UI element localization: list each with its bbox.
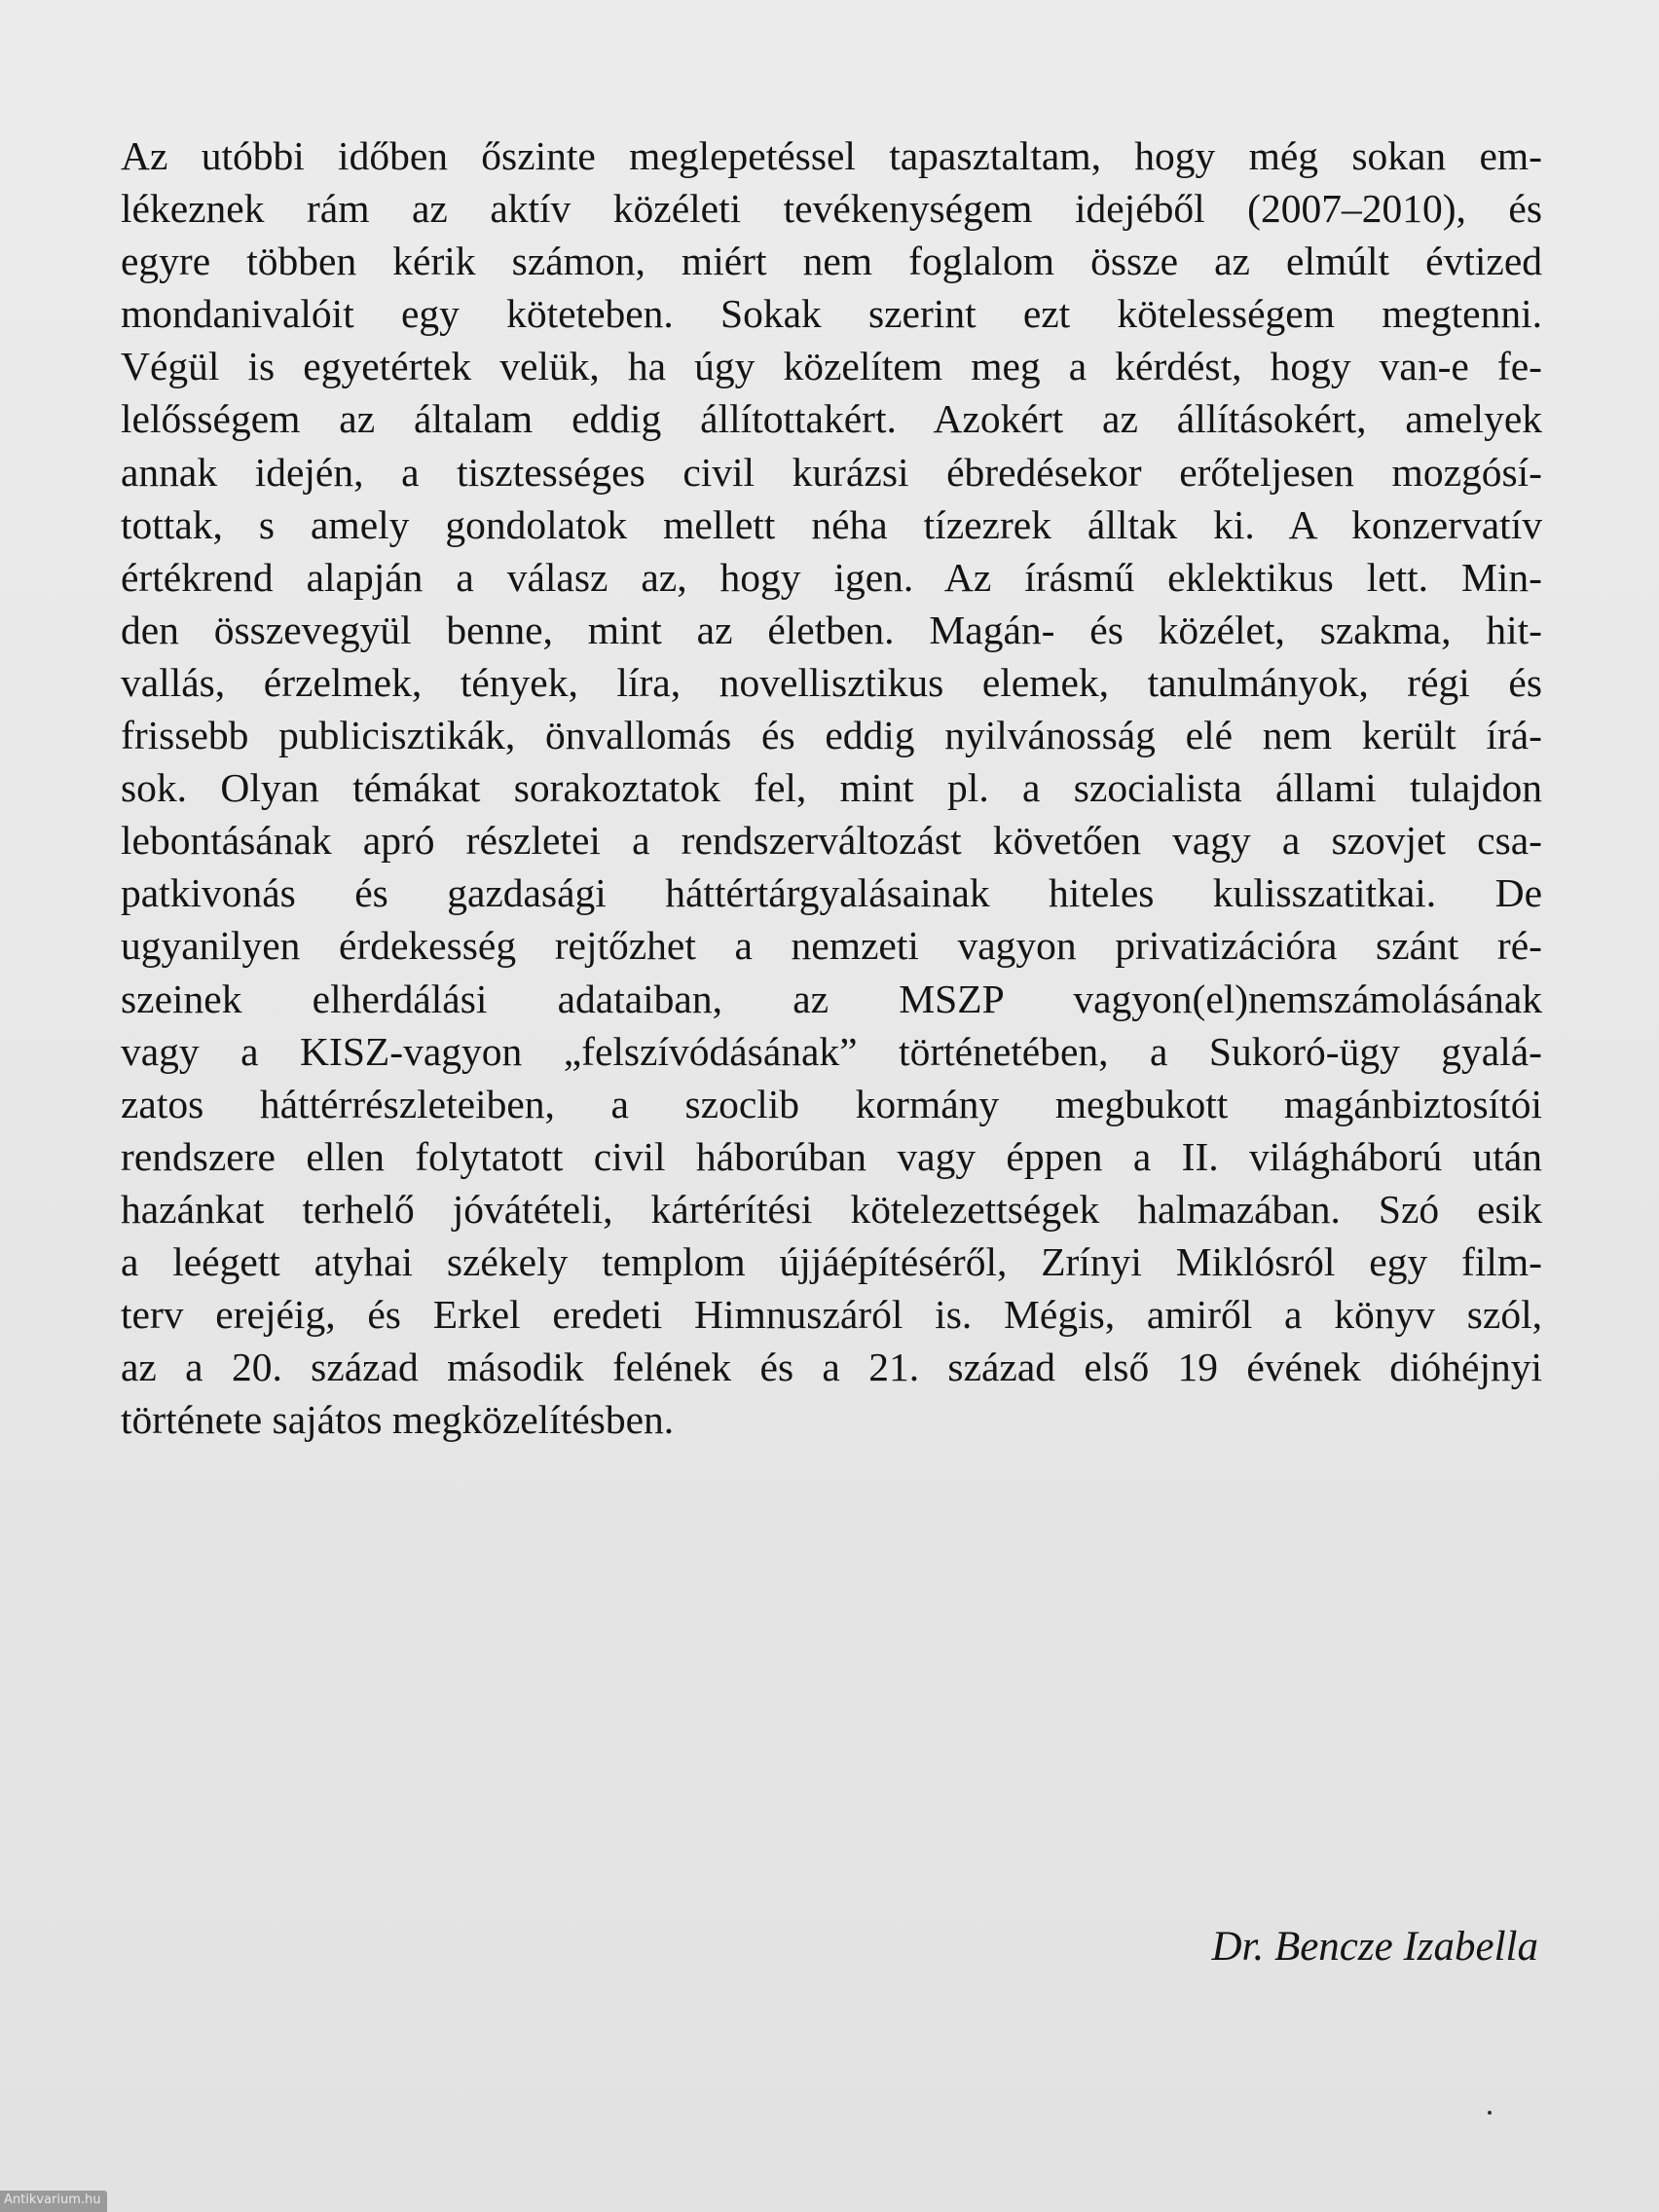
body-paragraph bbox=[121, 129, 1542, 1446]
text-line: tottak, s amely gondolatok mellett néha tízezrek álltak ki. A konzervatív bbox=[121, 501, 1542, 547]
ink-speck bbox=[1488, 2111, 1492, 2115]
text-line: rendszere ellen folytatott civil háborúban vagy éppen a II. világháború után bbox=[121, 1133, 1542, 1179]
text-line: patkivonás és gazdasági háttértárgyalásainak hiteles kulisszatitkai. De bbox=[121, 870, 1542, 916]
text-line: értékrend alapján a válasz az, hogy igen. Az írásmű eklektikus lett. Min- bbox=[121, 554, 1542, 600]
text-line: a leégett atyhai székely templom újjáépítéséről, Zrínyi Miklósról egy film- bbox=[121, 1238, 1542, 1284]
text-line: vallás, érzelmek, tények, líra, novellisztikus elemek, tanulmányok, régi és bbox=[121, 659, 1542, 705]
text-line: zatos háttérrészleteiben, a szoclib kormány megbukott magánbiztosítói bbox=[121, 1081, 1542, 1126]
text-line: mondanivalóit egy köteteben. Sokak szerint ezt kötelességem megtenni. bbox=[121, 291, 1542, 337]
text-line: vagy a KISZ-vagyon „felszívódásának” történetében, a Sukoró-ügy gyalá- bbox=[121, 1028, 1542, 1074]
text-line: terv erejéig, és Erkel eredeti Himnuszáról is. Mégis, amiről a könyv szól, bbox=[121, 1292, 1542, 1338]
text-line: az a 20. század második felének és a 21. század első 19 évének dióhéjnyi bbox=[121, 1345, 1542, 1390]
text-line: sok. Olyan témákat sorakoztatok fel, mint pl. a szocialista állami tulajdon bbox=[121, 765, 1542, 811]
text-line: lelősségem az általam eddig állítottakért. Azokért az állításokért, amelyek bbox=[121, 396, 1542, 442]
text-line: egyre többen kérik számon, miért nem foglalom össze az elmúlt évtized bbox=[121, 239, 1542, 284]
text-line: szeinek elherdálási adataiban, az MSZP vagyon(el)nemszámolásának bbox=[121, 976, 1542, 1021]
text-line: Az utóbbi időben őszinte meglepetéssel tapasztaltam, hogy még sokan em- bbox=[121, 133, 1542, 178]
text-line: ugyanilyen érdekesség rejtőzhet a nemzeti vagyon privatizációra szánt ré- bbox=[121, 923, 1542, 969]
text-line: lékeznek rám az aktív közéleti tevékenységem idejéből (2007–2010), és bbox=[121, 186, 1542, 232]
text-line: Végül is egyetértek velük, ha úgy közelítem meg a kérdést, hogy van-e fe- bbox=[121, 344, 1542, 389]
text-line: lebontásának apró részletei a rendszerváltozást követően vagy a szovjet csa- bbox=[121, 818, 1542, 864]
text-line: hazánkat terhelő jóvátételi, kártérítési kötelezettségek halmazában. Szó esik bbox=[121, 1186, 1542, 1232]
text-line: annak idején, a tisztességes civil kurázsi ébredésekor erőteljesen mozgósí- bbox=[121, 449, 1542, 495]
author-signature: Dr. Bencze Izabella bbox=[1211, 1924, 1538, 1970]
text-line: frissebb publicisztikák, önvallomás és eddig nyilvánosság elé nem került írá- bbox=[121, 713, 1542, 758]
text-line: története sajátos megközelítésben. bbox=[121, 1397, 675, 1443]
text-line: den összevegyül benne, mint az életben. Magán- és közélet, szakma, hit- bbox=[121, 607, 1542, 652]
watermark-label: Antikvarium.hu bbox=[0, 2191, 107, 2212]
